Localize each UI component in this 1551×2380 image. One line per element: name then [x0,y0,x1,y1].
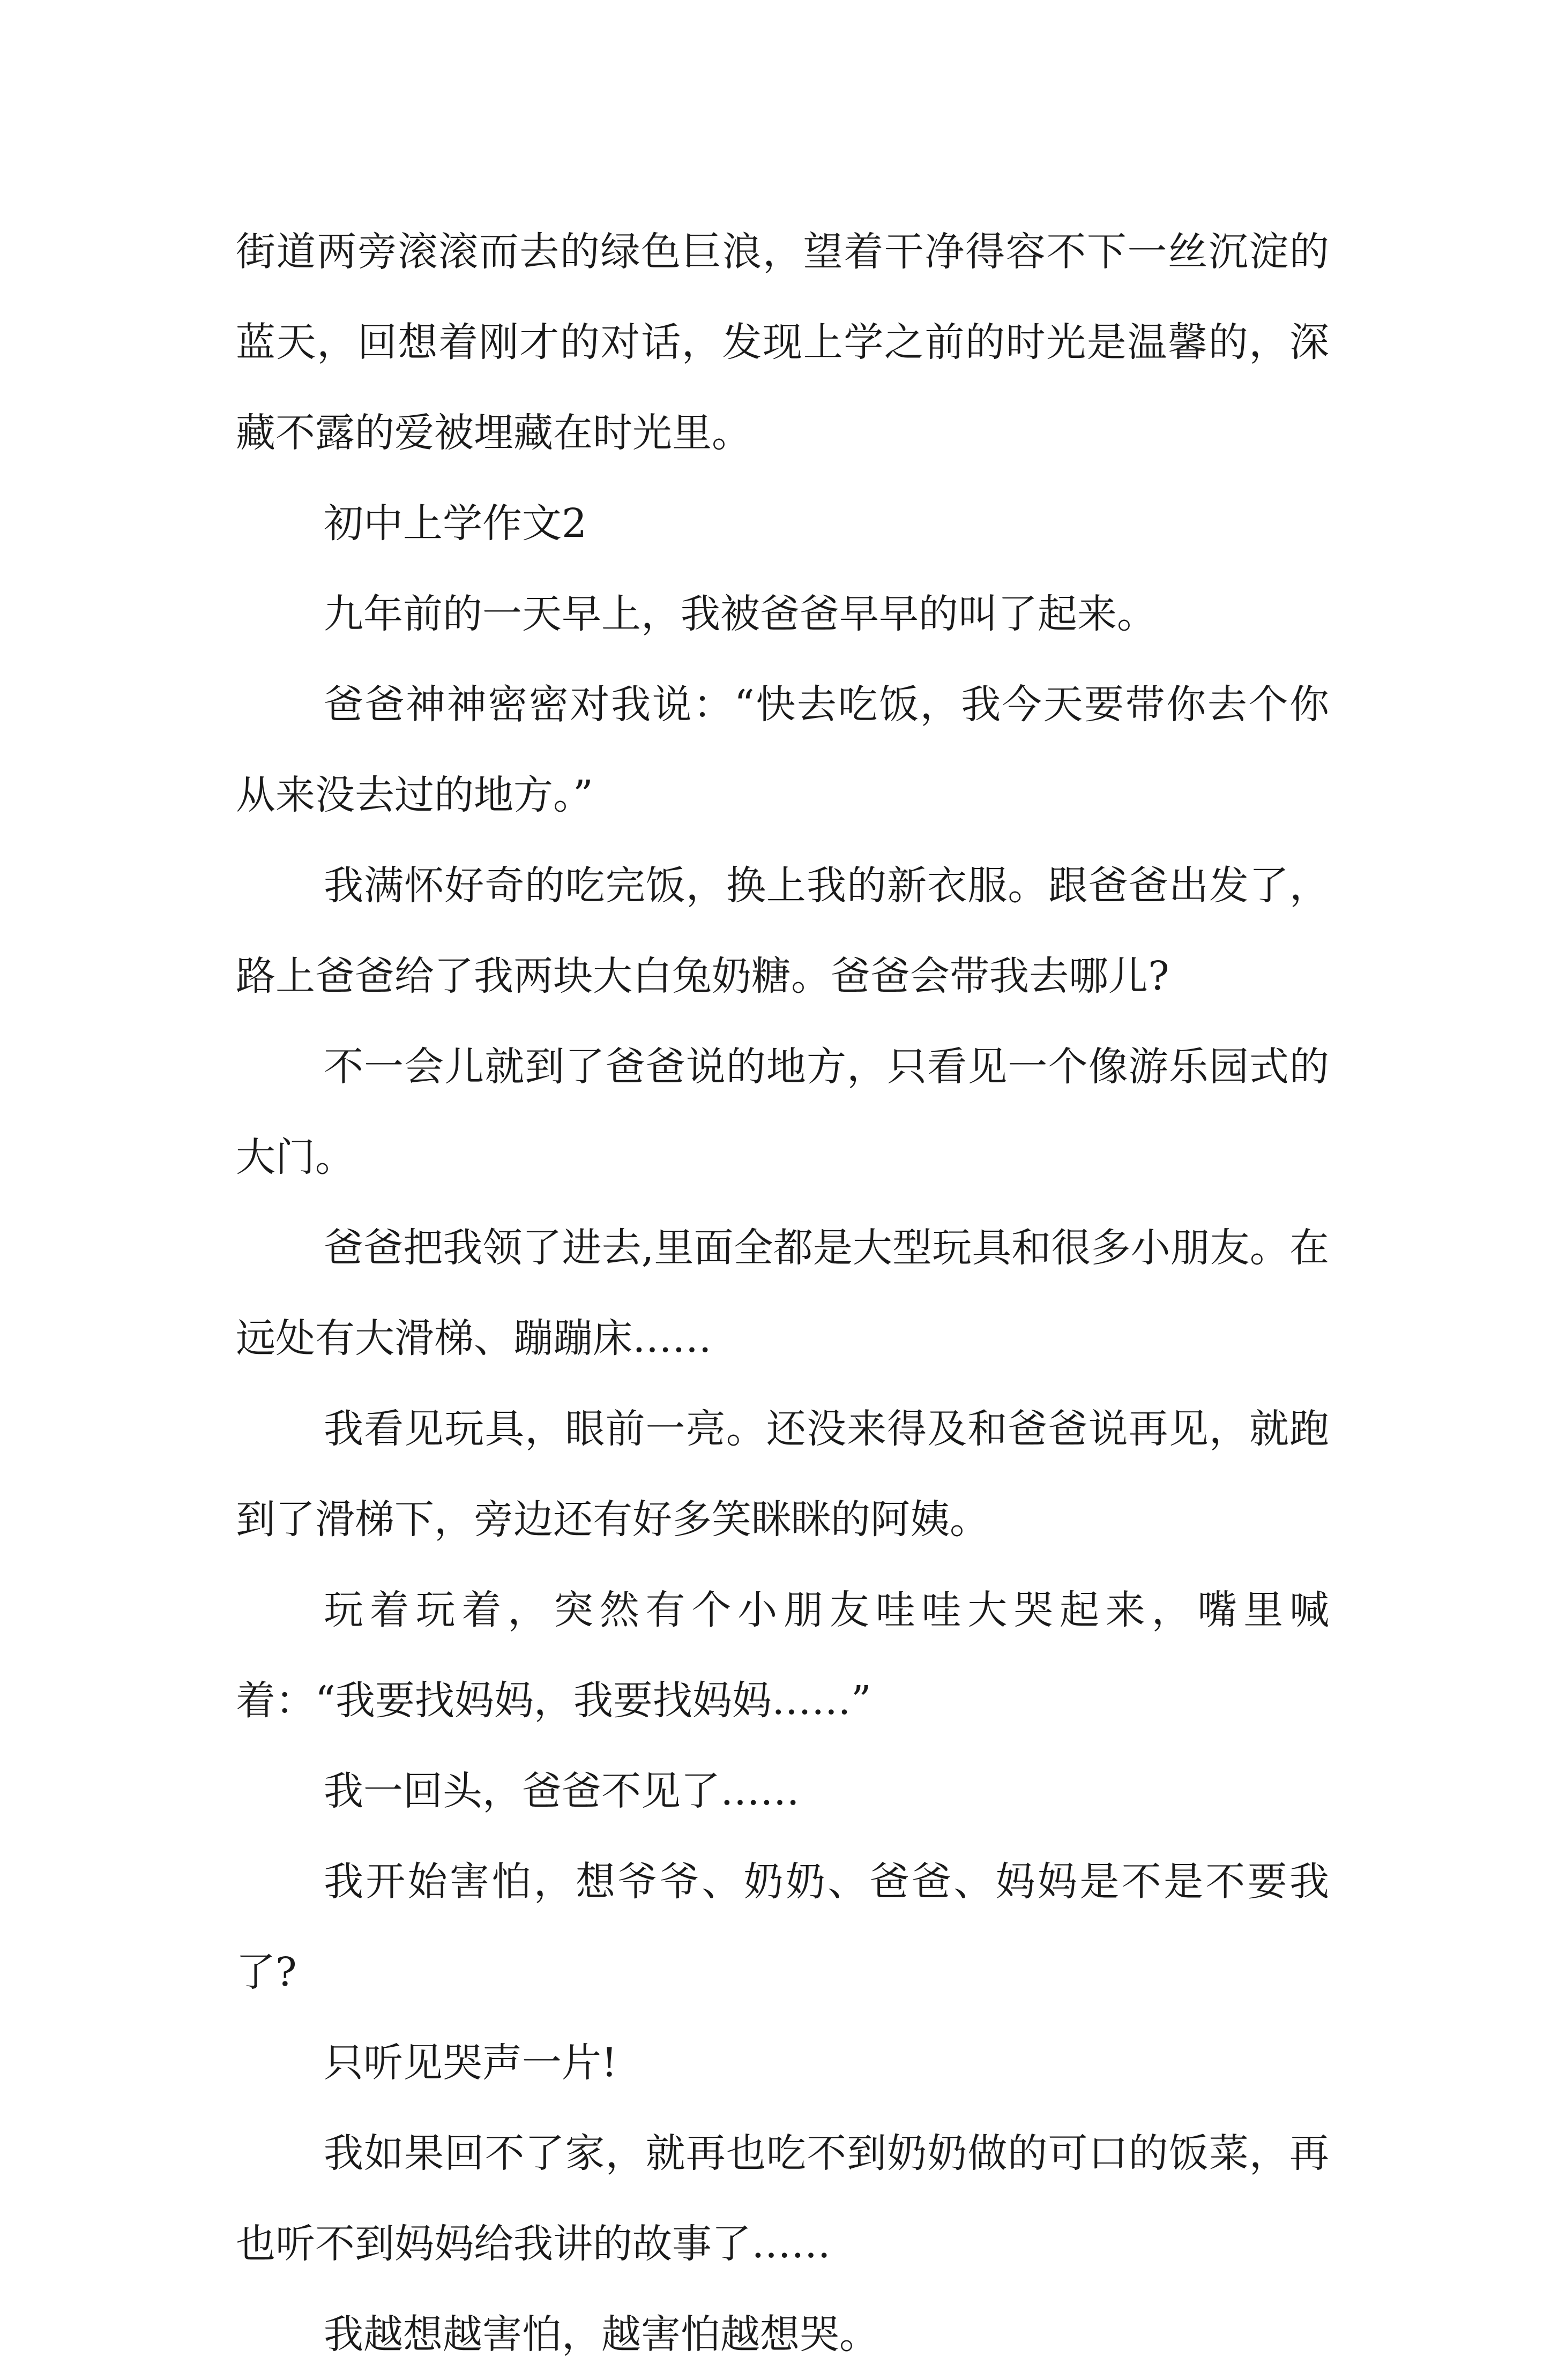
paragraph: 我越想越害怕，越害怕越想哭。 [324,2311,879,2357]
document-page [236,207,1329,2380]
paragraph: 爸爸神神密密对我说：“快去吃饭，我今天要带你去个你从来没去过的地方。” [236,682,1329,818]
paragraph: 我看见玩具，眼前一亮。还没来得及和爸爸说再见，就跑到了滑梯下，旁边还有好多笑眯眯的阿姨。 [236,1406,1329,1543]
paragraph: 玩着玩着，突然有个小朋友哇哇大哭起来，嘴里喊着：“我要找妈妈，我要找妈妈……” [236,1587,1329,1724]
paragraph: 不一会儿就到了爸爸说的地方，只看见一个像游乐园式的大门。 [236,1044,1329,1180]
paragraph: 我如果回不了家，就再也吃不到奶奶做的可口的饭菜，再也听不到妈妈给我讲的故事了…… [236,2130,1329,2267]
section-title: 初中上学作文2 [324,500,587,547]
paragraph: 我开始害怕，想爷爷、奶奶、爸爸、妈妈是不是不要我了? [236,1859,1329,1995]
paragraph: 只听见哭声一片! [324,2040,617,2086]
paragraph: 我满怀好奇的吃完饭，换上我的新衣服。跟爸爸出发了，路上爸爸给了我两块大白兔奶糖。爸爸会带我去哪儿? [236,863,1329,999]
paragraph: 爸爸把我领了进去,里面全都是大型玩具和很多小朋友。在远处有大滑梯、蹦蹦床…… [236,1225,1329,1361]
paragraph-continued: 街道两旁滚滚而去的绿色巨浪，望着干净得容不下一丝沉淀的蓝天，回想着刚才的对话，发现上学之前的时光是温馨的，深藏不露的爱被埋藏在时光里。 [236,229,1329,456]
paragraph: 九年前的一天早上，我被爸爸早早的叫了起来。 [324,591,1157,637]
paragraph: 我一回头，爸爸不见了…… [324,1768,800,1814]
